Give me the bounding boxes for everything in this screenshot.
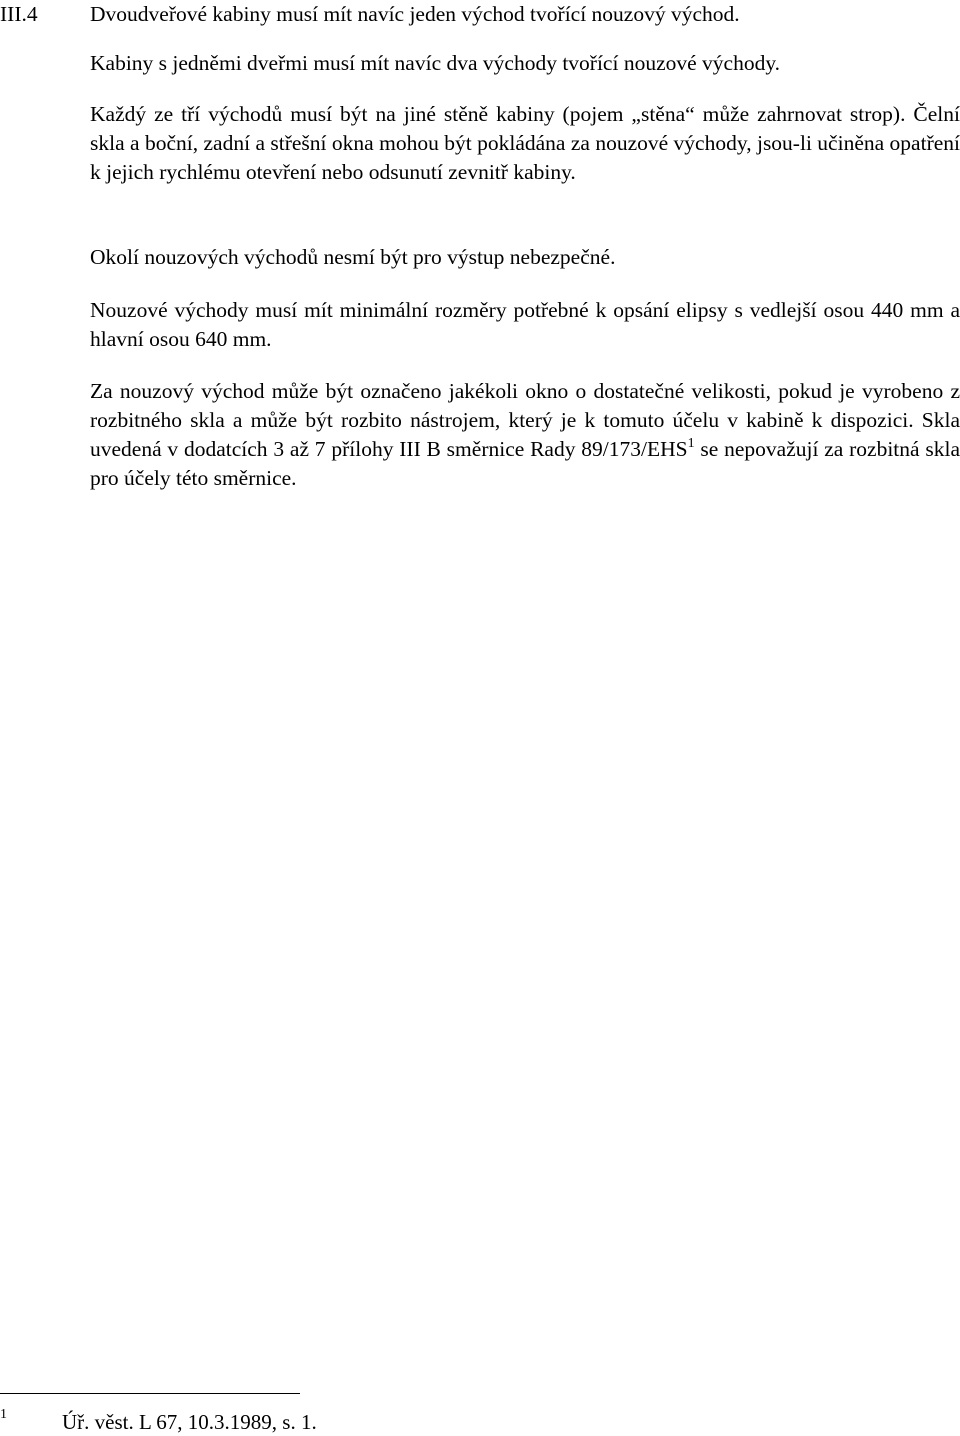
paragraph-text: Nouzové východy musí mít minimální rozměry potřebné k opsání elipsy s vedlejší osou 440 mm a hlavní osou 640 mm. bbox=[90, 298, 960, 351]
paragraph-exit-walls bbox=[90, 100, 960, 187]
paragraph-text: Okolí nouzových východů nesmí být pro výstup nebezpečné. bbox=[90, 245, 616, 269]
paragraph-double-door-cabins bbox=[90, 0, 960, 29]
paragraph-text bbox=[90, 377, 960, 493]
paragraph-text-part: Za nouzový východ může být označeno jakékoli okno o dostatečné velikosti, pokud je vyrobeno z rozbitného skla a může být rozbito nástrojem, který je k tomuto účelu v kabině k dispozici. Skla uvedená v dodatcích 3 až 7 přílohy III B směrnice Rady 89/173/EHS bbox=[90, 379, 960, 461]
paragraph-text: Každý ze tří východů musí být na jiné stěně kabiny (pojem „stěna“ může zahrnovat strop). Čelní skla a boční, zadní a střešní okna mohou být pokládána za nouzové východy, jsou-li učiněna opatření k jejich rychlému otevření nebo odsunutí zevnitř kabiny. bbox=[90, 102, 960, 184]
paragraph-single-door-cabins bbox=[90, 49, 960, 78]
paragraph-text-part: se nepovažují za rozbitná skla pro účely této směrnice. bbox=[90, 437, 960, 490]
paragraph-exit-surroundings bbox=[90, 243, 960, 272]
footnote-reference[interactable]: 1 bbox=[687, 436, 695, 451]
paragraph-text: Kabiny s jedněmi dveřmi musí mít navíc dva východy tvořící nouzové východy. bbox=[90, 51, 781, 75]
footnote-mark: 1 bbox=[0, 1407, 7, 1422]
footnote-text: Úř. věst. L 67, 10.3.1989, s. 1. bbox=[62, 1410, 317, 1434]
footnote-divider bbox=[0, 1393, 300, 1394]
paragraph-exit-dimensions bbox=[90, 296, 960, 354]
paragraph-emergency-window bbox=[90, 377, 960, 493]
section-number: III.4 bbox=[0, 2, 38, 26]
paragraph-text: Dvoudveřové kabiny musí mít navíc jeden východ tvořící nouzový východ. bbox=[90, 2, 740, 26]
